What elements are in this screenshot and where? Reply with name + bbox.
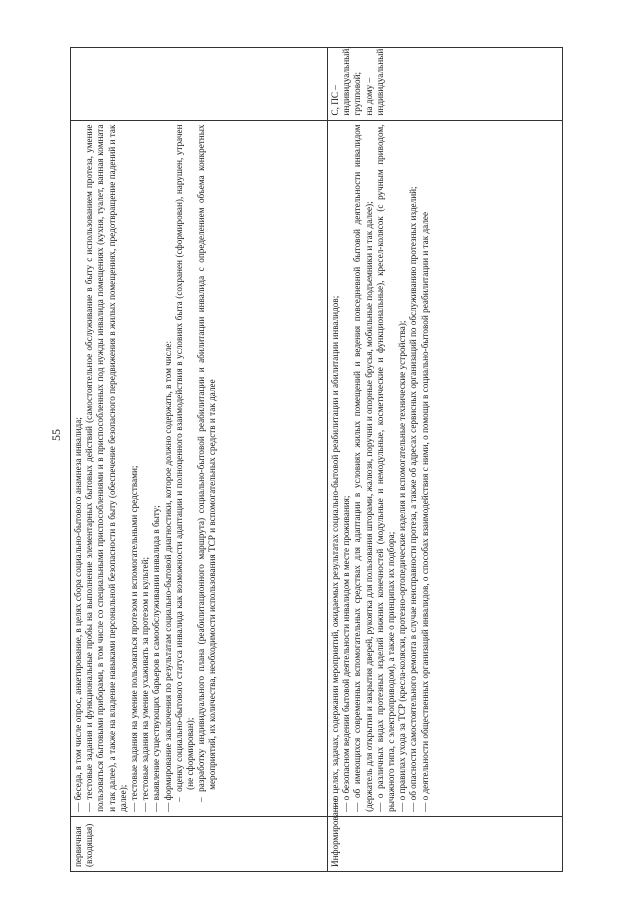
- stage-label: Информирование: [330, 798, 340, 867]
- list-item: — о деятельности общественных организаций инвалидов, о способах взаимодействия с ними, о помощи в социально-бытовой реабилитации и так далее: [419, 211, 430, 812]
- list-item: — беседа, в том числе опрос, анкетирование, в целях сбора социально-бытового анамнеза инвалида;: [73, 417, 83, 812]
- list-item: — тестовые задания на умение ухаживать за протезом и культей;: [140, 556, 151, 812]
- stage-cell: [71, 816, 328, 871]
- list-item: — об опасности самостоятельного ремонта в случае неисправности протеза, а также об адресах сервисных организаций по обслуживанию протезных изделий;: [408, 186, 419, 812]
- list-item: — о правилах ухода за ТСР (кресла-коляски, протезно-ортопедические изделия и вспомогательные технические устройства);: [397, 320, 408, 812]
- sub-list-item-text: оценку социально-бытового статуса инвалида как возможности адаптации и полноценного взаимодействия в условиях быта (сохранен (сформирован), нарушен, утрачен (не сформирован);: [173, 124, 196, 792]
- rotated-table-container: [70, 47, 556, 872]
- list-item: — о безопасном ведении бытовой деятельности инвалидом в месте проживания;: [341, 495, 352, 812]
- sub-list-item: –оценку социально-бытового статуса инвалида как возможности адаптации и полноценного взаимодействия в условиях быта (сохранен (сформирован), нарушен, утрачен (не сформирован);: [173, 124, 196, 802]
- table-row-diagnostics: [71, 48, 328, 872]
- form-line: С, ПС –: [330, 85, 340, 116]
- form-cell: [328, 48, 563, 121]
- list-item: — тестовые задания на умение пользоваться протезом и вспомогательными средствами;: [129, 465, 140, 812]
- content-cell: [328, 120, 563, 816]
- page-number: 55: [49, 429, 63, 441]
- table-row-informing: [328, 48, 563, 872]
- rehabilitation-table: [70, 47, 563, 872]
- content-cell: [71, 120, 328, 816]
- form-cell: [71, 48, 328, 121]
- list-item: — о различных видах протезных изделий нижних конечностей (модульные и немодульные, косметические и функциональные), кресел-колясок (с ручным приводом, рычажного типа, с электроприводом), а также о принципах их подбора;: [374, 124, 397, 812]
- form-line: индивидуальный,: [341, 46, 352, 116]
- list-item: — об имеющихся современных вспомогательных средствах для адаптации в условиях жилых помещений и ведения повседневной бытовой деятельности инвалидом (держатель для открытия и закрытия дверей, рукоятка для пользования шторами, жалюзи, поручни и опорные брусья, мобильные подъемники и так далее);: [352, 124, 374, 812]
- form-line: индивидуальный: [374, 48, 385, 116]
- sub-list-item: –разработку индивидуального плана (реабилитационного маршрута) социально-бытовой реабилитации и абилитации инвалида с определением объема конкретных мероприятий, их количества, необходимости использования ТСР и вспомогательных средств и так далее: [196, 124, 218, 802]
- form-line: групповой;: [352, 71, 363, 116]
- stage-cell: [328, 798, 563, 871]
- form-line: на дому –: [363, 77, 374, 116]
- list-item: — тестовые задания и функциональные пробы на выполнение элементарных бытовых действий (самостоятельное обслуживание в быту с использованием протеза, умение пользоваться бытовыми приборами, в том числе со специальными приспособлениями и в приспособленных под нужды инвалида помещениях (кухня, туалет, ванная комната и так далее), а также на владение навыками персональной безопасности в быту (обеспечение безопасного передвижения в жилых помещениях, предотвращение падений и так далее);: [84, 124, 128, 812]
- list-item: — формирование заключения по результатам социально-бытовой диагностики, которое должно содержать, в том числе:: [162, 340, 173, 812]
- list-item: — о целях, задачах, содержании мероприятий, ожидаемых результатах социально-бытовой реабилитации и абилитации инвалидов;: [330, 295, 340, 812]
- stage-label: (входящая): [84, 823, 95, 867]
- sub-list-item-text: разработку индивидуального плана (реабилитационного маршрута) социально-бытовой реабилитации и абилитации инвалида с определением объема конкретных мероприятий, их количества, необходимости использования ТСР и вспомогательных средств и так далее: [196, 124, 218, 792]
- list-item: — выявление существующих барьеров в самообслуживании инвалида в быту;: [151, 505, 162, 812]
- stage-label: первичная: [73, 826, 83, 867]
